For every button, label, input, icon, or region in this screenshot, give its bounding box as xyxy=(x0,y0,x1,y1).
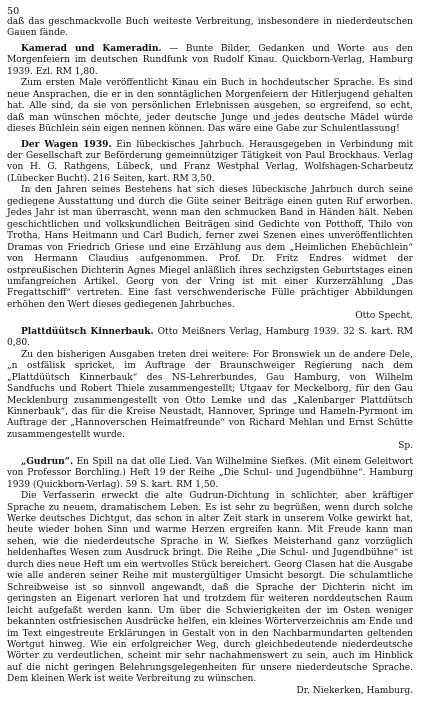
reviewer-signature: Dr. Niekerken, Hamburg. xyxy=(296,685,413,696)
reviewer-signature: Sp. xyxy=(398,441,413,452)
review-title: Plattdüütsch Kinnerbauk. xyxy=(21,326,154,337)
review-citation: — Bunte Bilder, Gedanken und Worte aus den Morgenfeiern im deutschen Rundfunk von Rudolf Kinau. Quickborn-Verlag, Hamburg 1939. Ezl. RM 1,80. xyxy=(7,43,413,77)
review-kinnerbauk-heading xyxy=(7,327,413,350)
review-citation: En Spill na dat olle Lied. Van Wilhelmine Siefkes. (Mit einem Geleitwort von Professor Borchling.) Heft 19 der Reihe „Die Schul- und Jugendbühne“. Hamburg 1939 (Quickborn-Verlag). 59 S. kart. RM 1,50. xyxy=(7,456,413,490)
review-text: Zu den bisherigen Ausgaben treten drei weitere: For Bronswiek un de andere Dele, „n ostfälisk spricket, im Auftrage der Braunschweiger Regierung nach dem „Plattdüütsch Kinnerbauk“ des NS-Lehrerbundes, Gau Hamburg, von Wilhelm Sandfuchs und Robert Thiele zusammengestellt; Utgaav for Meckelborg, für den Gau Mecklenburg zusammengestellt von Otto Lemke und das „Kalenbarger Plattdütsch Kinnerbauk“, das für die Kreise Neustadt, Hannover, Springe und Hameln-Pyrmont im Auftrage der „Hannoverschen Heimatfreunde“ von Richard Mehlan und Ernst Schütte zusammengestellt wurde. xyxy=(7,349,413,440)
intro-paragraph: daß das geschmackvolle Buch weiteste Verbreitung, insbesondere in niederdeutschen Gauen fände. xyxy=(7,17,413,39)
page-number: 50 xyxy=(7,6,20,17)
review-wagen-body xyxy=(7,185,413,322)
review-citation: Otto Meißners Verlag, Hamburg 1939. 32 S. kart. RM 0,80. xyxy=(7,326,413,349)
review-citation: Ein lübeckisches Jahrbuch. Herausgegeben in Verbindung mit der Gesellschaft zur Beförderung gemeinnütziger Tätigkeit von Paul Brockhaus. Verlag von H. G. Rathgens, Lübeck, und Franz Westphal Verlag, Wolfshagen-Scharbeutz (Lübecker Bucht). 216 Seiten, kart. RM 3,50. xyxy=(7,139,413,184)
review-title: Der Wagen 1939. xyxy=(21,139,112,150)
review-title: „Gudrun“. xyxy=(21,456,74,467)
review-text: In den Jahren seines Bestehens hat sich dieses lübeckische Jahrbuch durch seine gediegene Ausstattung und durch die Güte seiner Beiträge einen guten Ruf erworben. Jedes Jahr ist man überrascht, wenn man den schmucken Band in Händen hält. Neben geschichtlichen und volkskundlichen Beiträgen sind Gedichte von Potthoff, Thilo von Trotha, Hans Heitmann und Carl Budich, ferner zwei Szenen eines unveröffentlichten Dramas von Friedrich Griese und eine Erzählung aus dem „Heimlichen Ehebüchlein“ von Hermann Claudius aufgenommen. Prof. Dr. Fritz Endres widmet der ostpreußischen Dichterin Agnes Miegel anläßlich ihres sechzigsten Geburtstages einen umfangreichen Artikel. Georg von der Vring ist mit einer Kurzerzählung „Das Fregattschiff“ vertreten. Eine fast verschwenderische Fülle prächtiger Abbildungen erhöhen den Wert dieses gediegenen Jahrbuches. xyxy=(7,185,413,310)
review-gudrun-heading xyxy=(7,457,413,491)
review-kamerad-heading xyxy=(7,44,413,78)
review-kinnerbauk-body xyxy=(7,350,413,453)
reviewer-signature: Otto Specht. xyxy=(355,311,413,322)
review-gudrun-body xyxy=(7,491,413,697)
review-text: Die Verfasserin erweckt die alte Gudrun-Dichtung in schlichter, aber kräftiger Sprache zu neuem, dramatischem Leben. Es ist sehr zu begrüßen, wenn durch solche Werke deutsches Dichtgut, das schon in alter Zeit stark in unserem Volke gewirkt hat, heute wieder bohen Sinn und warme Herzen ergreifen kann. Mit Freude kann man sehen, wie die niederdeutsche Sprache in W. Siefkes Meisterhand ganz vorzüglich heldenhaftes Wesen zum Ausdruck bringt. Die Reihe „Die Schul- und Jugendbühne“ ist durch dies neue Heft um ein wertvolles Stück bereichert. Georg Clasen hat die Ausgabe wie alle anderen seiner Reihe mit mustergültiger Umsicht besorgt. Die schulamtliche Schreibweise ist so sinnvoll angewandt, daß die Sprache der Dichterin nicht im geringsten an Eigenart verloren hat und trotzdem für weiteren norddeutschen Raum leicht aufgefaßt werden kann. Um über die Schwierigkeiten der im Osten weniger bekannten ostfriesischen Ausdrücke helfen, ein kleines Wörterverzeichnis am Ende und im Text eingestreute Erklärungen in Gestalt von in den Nachbarmundarten geltenden Wortgut hinweg. Wie ein erfolgreicher Weg, durch gleichbedeutende niederdeutsche Wörter zu verdeutlichen, scheint mir sehr nachahmenswert zu sein, auch im Hinblick auf die nicht geringen Belehrungsgelegenheiten für unsere niederdeutsche Sprache. Dem kleinen Werk ist weite Verbreitung zu wünschen. xyxy=(7,491,413,685)
review-kamerad-body: Zum ersten Male veröffentlicht Kinau ein Buch in hochdeutscher Sprache. Es sind neue Ansprachen, die er in den sonntäglichen Morgenfeiern der Hitlerjugend gehalten hat. Alle sind, da sie von persönlichen Erlebnissen ausgehen, so ergreifend, so echt, daß man wünschen möchte, jeder deutsche Junge und jedes deutsche Mädel würde dieses Büchlein sein eigen nennen können. Das wäre eine Gabe zur Schulentlassung! xyxy=(7,78,413,135)
review-wagen-heading xyxy=(7,140,413,186)
review-title: Kamerad und Kameradin. xyxy=(21,43,162,54)
